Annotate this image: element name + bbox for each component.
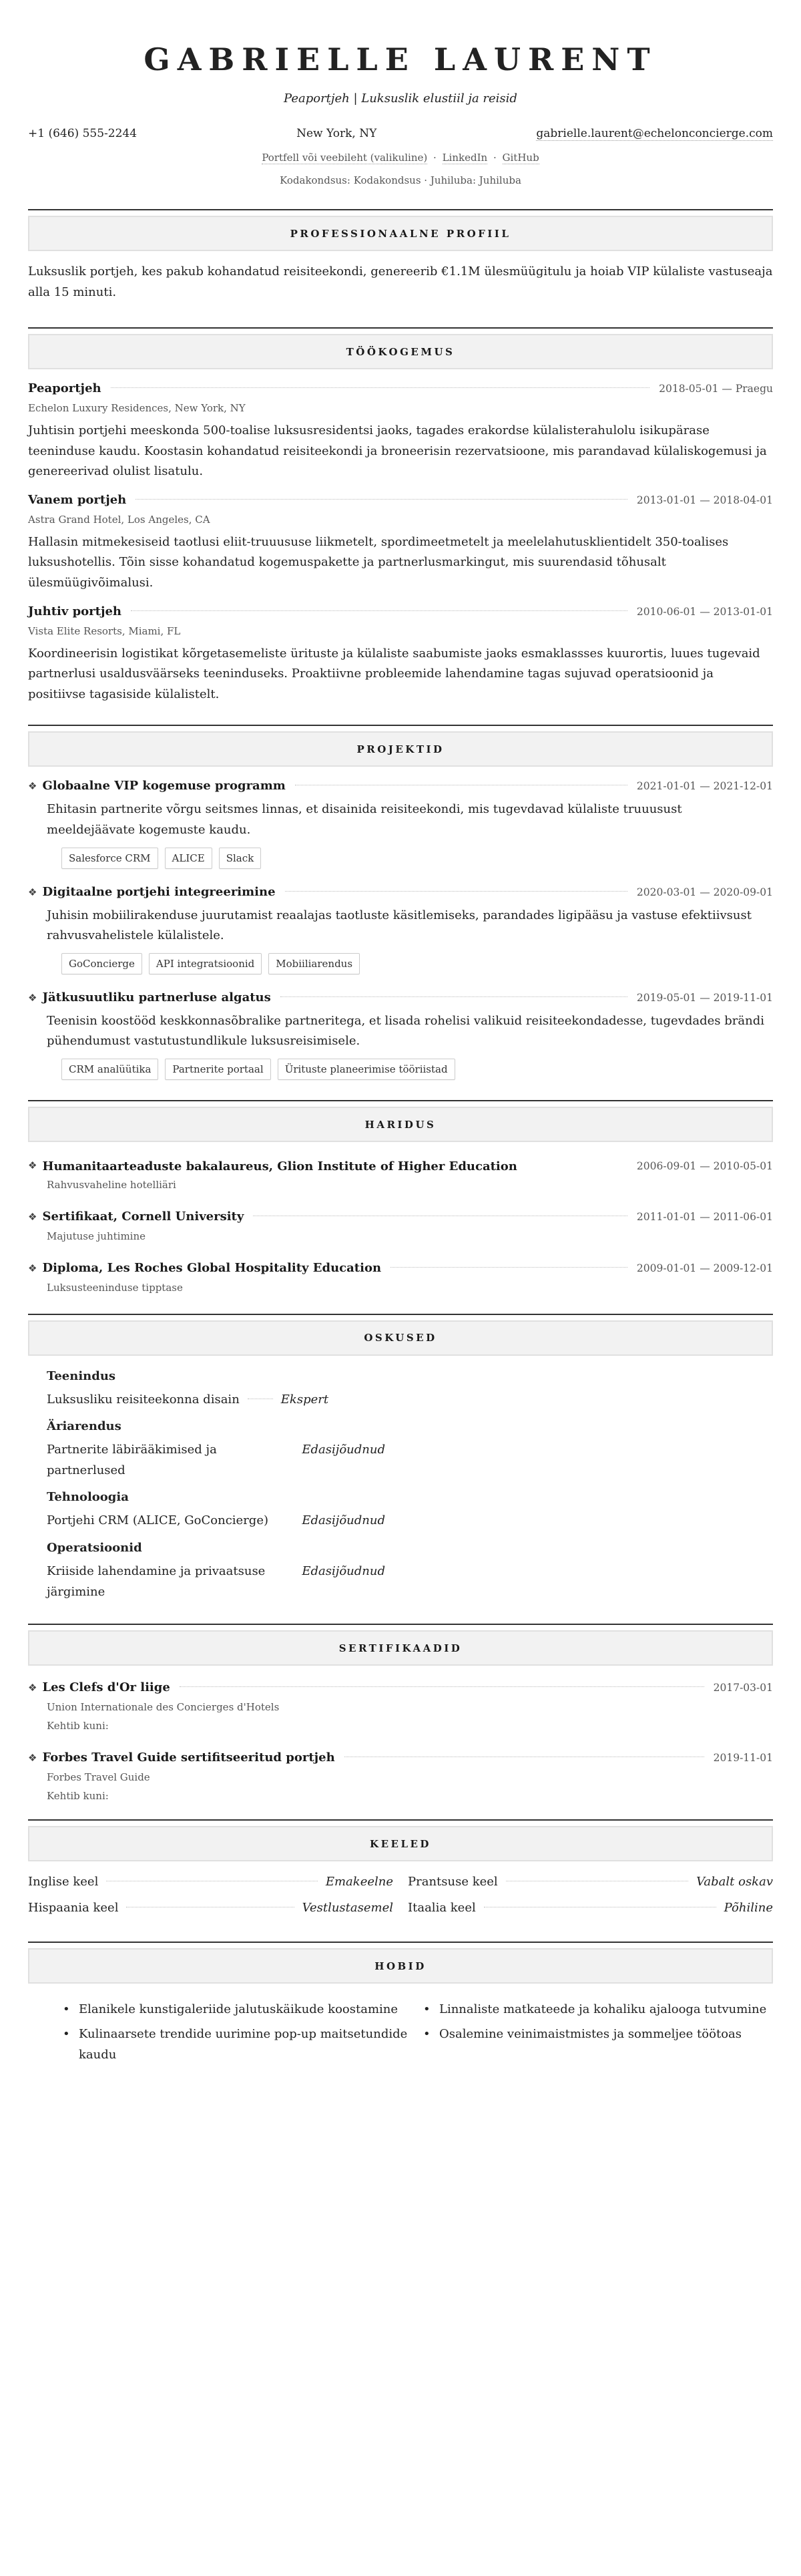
skill-name: Luksusliku reisiteekonna disain [47,1392,240,1407]
experience-entry [28,604,773,705]
language-item [28,1901,393,1915]
job-dates: 2013-01-01 — 2018-04-01 [636,494,773,506]
hobby-item: • Elanikele kunstigaleriide jalutuskäikude koostamine [63,2000,413,2020]
tech-tag: API integratsioonid [149,953,262,974]
hobby-item: • Osalemine veinimaistmistes ja sommeljee töötoas [423,2024,773,2045]
tech-tag: Slack [219,848,262,869]
section-divider [28,725,773,726]
diamond-bullet-icon: ❖ [28,1752,37,1765]
education-entry [28,1261,773,1294]
dotted-leader [180,1686,704,1687]
linkedin-link[interactable]: LinkedIn [442,152,488,164]
language-level: Põhiline [724,1901,773,1915]
resume-header [28,41,773,186]
tag-list [28,953,773,974]
tech-tag: Mobiiliarendus [268,953,360,974]
certification-validity: Kehtib kuni: [47,1790,109,1803]
field-of-study: Luksusteeninduse tipptase [47,1281,183,1294]
section-divider [28,1100,773,1101]
section-languages [28,1819,773,1915]
diamond-bullet-icon: ❖ [28,780,37,793]
section-title: PROJEKTID [28,731,773,767]
section-certifications [28,1624,773,1802]
employer: Astra Grand Hotel, Los Angeles, CA [28,513,210,526]
location: New York, NY [296,127,377,141]
job-description: Koordineerisin logistikat kõrgetasemeliste ürituste ja külaliste saabumiste jaoks esmaklassses kuurortis, luues tugevaid partnerlusi usaldusväärseks teeninduseks. Proaktiivne probleemide lahendamine tagas sujuvad operatsioonid ja positiivse tagasiside külalistelt. [28,646,760,701]
project-entry [28,779,773,868]
job-title: Juhtiv portjeh [28,604,122,618]
section-title: PROFESSIONAALNE PROFIIL [28,216,773,251]
field-of-study: Rahvusvaheline hotelliäri [47,1178,176,1191]
project-description: Ehitasin partnerite võrgu seitsmes linnas, et disainida reisiteekondi, mis tugevdavad külaliste truuusust meeldejäävate kogemuste kaudu. [47,802,682,838]
certification-date: 2019-11-01 [713,1752,773,1765]
dotted-leader [136,499,627,500]
language-name: Itaalia keel [408,1901,476,1915]
section-experience [28,327,773,705]
section-skills [28,1314,773,1603]
employer: Echelon Luxury Residences, New York, NY [28,402,246,415]
certification-entry [28,1751,773,1802]
section-profile [28,209,773,303]
skill-name: Kriiside lahendamine ja privaatsuse järgimine [47,1563,266,1599]
certification-validity: Kehtib kuni: [47,1720,109,1732]
job-description: Hallasin mitmekesiseid taotlusi eliit-truuususe liikmetelt, spordimeetmetelt ja meelelahutusklientidelt 350-toalises luksushotellis. Tõin sisse kohandatud kogemuspakette ja partnerlusmarkingut, mis suurendasid tõhusalt ülesmüügivõimalusi. [28,534,729,590]
dotted-leader [285,891,627,892]
section-title: OSKUSED [28,1320,773,1356]
project-title: Digitaalne portjehi integreerimine [42,884,276,899]
section-divider [28,1942,773,1943]
github-link[interactable]: GitHub [502,152,539,164]
tech-tag: ALICE [165,848,212,869]
section-title: KEELED [28,1826,773,1861]
skill-category: Äriarendus [47,1419,121,1434]
hobby-item: • Linnaliste matkateede ja kohaliku ajalooga tutvumine [423,2000,773,2020]
hobby-column-right [423,2000,773,2070]
employer: Vista Elite Resorts, Miami, FL [28,624,181,637]
language-item [408,1875,773,1889]
section-divider [28,327,773,329]
education-entry [28,1157,773,1191]
tech-tag: Salesforce CRM [61,848,158,869]
tech-tag: GoConcierge [61,953,142,974]
project-dates: 2019-05-01 — 2019-11-01 [636,991,773,1004]
contact-row [28,127,773,141]
project-dates: 2021-01-01 — 2021-12-01 [636,780,773,793]
tech-tag: Ürituste planeerimise tööriistad [278,1059,455,1080]
section-divider [28,1624,773,1625]
section-projects [28,725,773,1080]
degree-title: Diploma, Les Roches Global Hospitality Education [42,1260,382,1275]
job-description: Juhtisin portjehi meeskonda 500-toalise luksusresidentsi jaoks, tagades erakordse külalisterahulolu isikupärase teeninduse kaudu. Koostasin kohandatud reisiteekondi ja broneerisin rezervatsioone, mis parandavad külaliskogemusi ja genereerivad olulist lisatulu. [28,423,767,479]
work-authorization: Kodakondsus: Kodakondsus · Juhiluba: Juhiluba [280,174,521,187]
project-dates: 2020-03-01 — 2020-09-01 [636,886,773,898]
skill-name: Partnerite läbirääkimised ja partnerlused [47,1443,217,1477]
education-dates: 2006-09-01 — 2010-05-01 [636,1160,773,1172]
skill-level: Edasijõudnud [302,1443,385,1457]
skill-name: Portjehi CRM (ALICE, GoConcierge) [47,1513,268,1528]
tag-list [28,848,773,869]
dotted-leader [280,996,627,997]
separator: · [493,152,497,164]
field-of-study: Majutuse juhtimine [47,1230,146,1242]
certification-date: 2017-03-01 [713,1682,773,1694]
headline: Peaportjeh | Luksuslik elustiil ja reisid [284,91,517,106]
language-name: Prantsuse keel [408,1875,498,1889]
project-title: Jätkusuutliku partnerluse algatus [42,990,271,1004]
skill-row [47,1511,387,1531]
section-divider [28,1314,773,1315]
certification-issuer: Forbes Travel Guide [47,1771,150,1784]
language-level: Vestlustasemel [302,1901,393,1915]
phone: +1 (646) 555-2244 [28,127,138,141]
skill-row [47,1390,387,1411]
skill-category: Operatsioonid [47,1540,142,1555]
language-name: Inglise keel [28,1875,99,1889]
skill-row [47,1440,387,1481]
project-description: Teenisin koostööd keskkonnasõbralike partneritega, et lisada rohelisi valikuid reisiteekondadesse, tugevdades brändi pühendumust vastutustundlikule luksusreisimisele. [47,1013,764,1049]
hobby-list [28,1994,773,2070]
project-description: Juhisin mobiilirakenduse juurutamist reaalajas taotluste käsitlemiseks, parandades ligipääsu ja vastuse efektiivsust rahvusvahelistele külalistele. [47,908,752,943]
dotted-leader [131,610,627,611]
dotted-leader [111,387,650,388]
certification-title: Forbes Travel Guide sertifitseeritud portjeh [42,1751,335,1765]
job-dates: 2018-05-01 — Praegu [659,383,773,395]
skill-level: Edasijõudnud [302,1513,385,1528]
language-grid [28,1875,773,1915]
education-dates: 2009-01-01 — 2009-12-01 [636,1262,773,1274]
skill-category: Tehnoloogia [47,1490,129,1505]
section-education [28,1100,773,1294]
diamond-bullet-icon: ❖ [28,1159,37,1171]
section-title: HOBID [28,1948,773,1984]
experience-entry [28,493,773,594]
skill-row [47,1561,387,1602]
email-link[interactable]: gabrielle.laurent@echelonconcierge.com [536,127,773,141]
language-level: Vabalt oskav [696,1875,773,1889]
hobby-item: • Kulinaarsete trendide uurimine pop-up maitsetundide kaudu [63,2024,413,2066]
skill-category: Teenindus [47,1368,116,1383]
profile-summary: Luksuslik portjeh, kes pakub kohandatud reisiteekondi, genereerib €1.1M ülesmüügitulu ja hoiab VIP külaliste vastuseaja alla 15 minuti. [28,264,773,300]
diamond-bullet-icon: ❖ [28,1682,37,1694]
section-divider [28,1819,773,1821]
links-row [28,152,773,164]
tech-tag: CRM analüütika [61,1059,158,1080]
hobby-column-left [63,2000,413,2070]
job-title: Vanem portjeh [28,492,127,507]
project-entry [28,885,773,974]
dotted-leader [390,1267,627,1268]
skill-level: Ekspert [280,1392,329,1407]
language-item [408,1901,773,1915]
section-title: SERTIFIKAADID [28,1630,773,1666]
section-title: HARIDUS [28,1107,773,1142]
section-divider [28,209,773,210]
diamond-bullet-icon: ❖ [28,1262,37,1274]
diamond-bullet-icon: ❖ [28,991,37,1004]
candidate-name: GABRIELLE LAURENT [144,41,657,77]
degree-title: Sertifikaat, Cornell University [42,1209,244,1224]
certification-title: Les Clefs d'Or liige [42,1680,170,1695]
separator: · [433,152,437,164]
section-title: TÖÖKOGEMUS [28,334,773,369]
language-item [28,1875,393,1889]
degree-title: Humanitaarteaduste bakalaureus, Glion Institute of Higher Education [42,1159,517,1173]
job-dates: 2010-06-01 — 2013-01-01 [636,605,773,618]
certification-entry [28,1680,773,1732]
tag-list [28,1059,773,1080]
diamond-bullet-icon: ❖ [28,886,37,898]
section-hobbies [28,1942,773,2070]
experience-entry [28,381,773,482]
education-entry [28,1210,773,1242]
project-entry [28,990,773,1080]
project-title: Globaalne VIP kogemuse programm [42,779,286,793]
education-dates: 2011-01-01 — 2011-06-01 [636,1210,773,1223]
certification-issuer: Union Internationale des Concierges d'Hotels [47,1701,280,1714]
diamond-bullet-icon: ❖ [28,1210,37,1223]
language-level: Emakeelne [325,1875,393,1889]
job-title: Peaportjeh [28,381,101,396]
language-name: Hispaania keel [28,1901,119,1915]
tech-tag: Partnerite portaal [165,1059,270,1080]
skill-level: Edasijõudnud [302,1563,385,1578]
portfolio-link[interactable]: Portfell või veebileht (valikuline) [262,152,428,164]
